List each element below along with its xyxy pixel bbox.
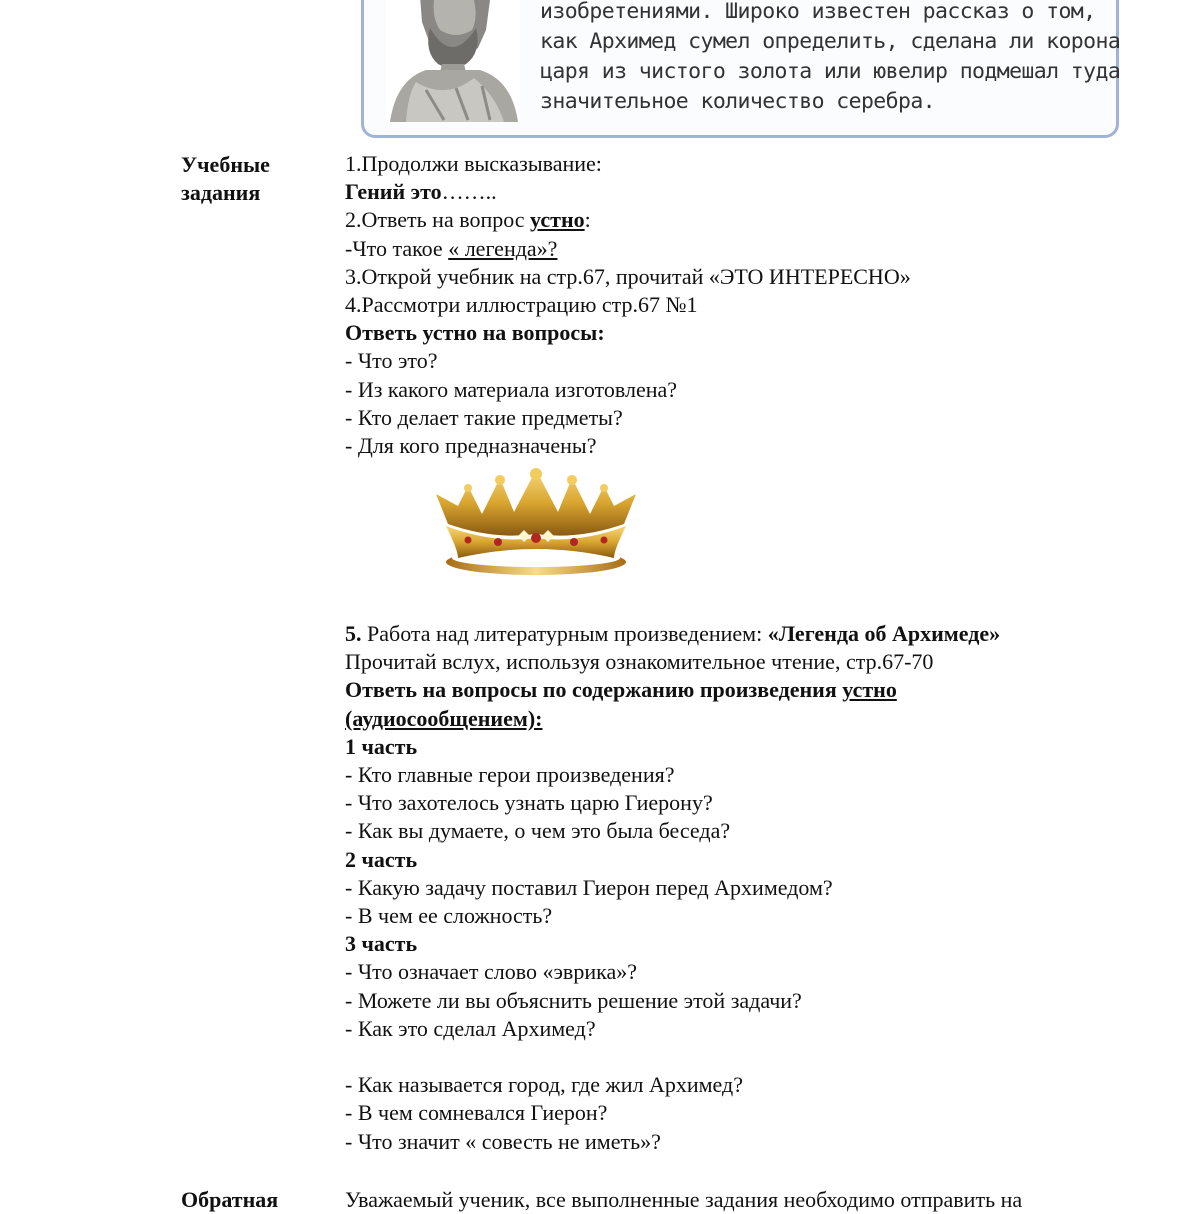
audio-message-note: (аудиосообщением): (345, 705, 543, 731)
feedback-line: Уважаемый ученик, все выполненные задания необходимо отправить на (345, 1187, 1023, 1212)
excerpt-line: царя из чистого золота или ювелир подмешал туда (540, 59, 1121, 84)
question-item: - Что значит « совесть не иметь»? (345, 1128, 661, 1154)
row-label-line: задания (181, 180, 261, 205)
task-3-line: 3.Открой учебник на стр.67, прочитай «ЭТО ИНТЕРЕСНО» (345, 263, 911, 289)
genius-phrase: Гений это (345, 179, 442, 205)
task-5-text: Работа над литературным произведением: (361, 621, 768, 646)
question-item: - Как называется город, где жил Архимед? (345, 1072, 743, 1098)
ellipsis: …….. (441, 179, 497, 205)
question-item: - Что это? (345, 348, 438, 374)
question-item: - Можете ли вы объяснить решение этой задачи? (345, 987, 802, 1013)
question-item: - Что означает слово «эврика»? (345, 959, 637, 985)
question-item: - Из какого материала изготовлена? (345, 376, 678, 402)
task-2-question (345, 235, 1165, 263)
task-5-number: 5. (345, 621, 362, 646)
answer-orally-heading: Ответь устно на вопросы: (345, 320, 605, 346)
feedback-text (345, 1186, 1165, 1214)
question-item: - Что захотелось узнать царю Гиерону? (345, 790, 713, 816)
excerpt-line: изобретениями. Широко известен рассказ о том, (540, 0, 1096, 24)
task-4-line: 4.Рассмотри иллюстрацию стр.67 №1 (345, 292, 698, 318)
heading-text: Ответь на вопросы по содержанию произведения (345, 677, 843, 703)
legend-term: « легенда»? (448, 235, 558, 261)
task-5-line (345, 620, 1165, 648)
question-item: - В чем ее сложность? (345, 903, 553, 929)
question-item: - Как это сделал Архимед? (345, 1015, 596, 1041)
question-item: - Кто главные герои произведения? (345, 762, 675, 788)
learning-tasks-content (345, 150, 1165, 460)
textbook-excerpt-text (540, 0, 1121, 117)
excerpt-line: значительное количество серебра. (540, 89, 936, 114)
textbook-excerpt-box (361, 0, 1119, 138)
work-title: «Легенда об Архимеде» (767, 621, 1001, 646)
task-2-text: 2.Ответь на вопрос (345, 207, 531, 233)
question-item: - Какую задачу поставил Гиерон перед Архимедом? (345, 874, 833, 900)
question-item: - В чем сомневался Гиерон? (345, 1100, 608, 1126)
oral-emphasis: устно (842, 677, 897, 703)
blank-line (345, 1043, 1165, 1071)
literature-task-content (345, 620, 1165, 1156)
part-1-heading: 1 часть (345, 733, 418, 759)
part-2-heading: 2 часть (345, 846, 418, 872)
archimedes-bust-image (386, 0, 520, 122)
excerpt-line: как Архимед сумел определить, сделана ли корона (540, 29, 1121, 54)
answer-questions-heading (345, 676, 1165, 704)
row-label-feedback: Обратная (181, 1187, 279, 1212)
task-2-colon: : (584, 207, 591, 233)
row-label-line: Учебные (181, 152, 270, 177)
question-item: - Кто делает такие предметы? (345, 404, 623, 430)
question-text: -Что такое (345, 235, 449, 261)
read-aloud-line: Прочитай вслух, используя ознакомительное чтение, стр.67-70 (345, 649, 934, 675)
task-2-line (345, 206, 1165, 234)
part-3-heading: 3 часть (345, 931, 418, 957)
row-label-learning-tasks (181, 151, 270, 207)
task-1-prompt (345, 178, 1165, 206)
oral-emphasis: устно (530, 207, 585, 233)
golden-crown-image (428, 466, 646, 578)
question-item: - Как вы думаете, о чем это была беседа? (345, 818, 731, 844)
question-item: - Для кого предназначены? (345, 433, 597, 459)
task-1-line: 1.Продолжи высказывание: (345, 151, 602, 176)
